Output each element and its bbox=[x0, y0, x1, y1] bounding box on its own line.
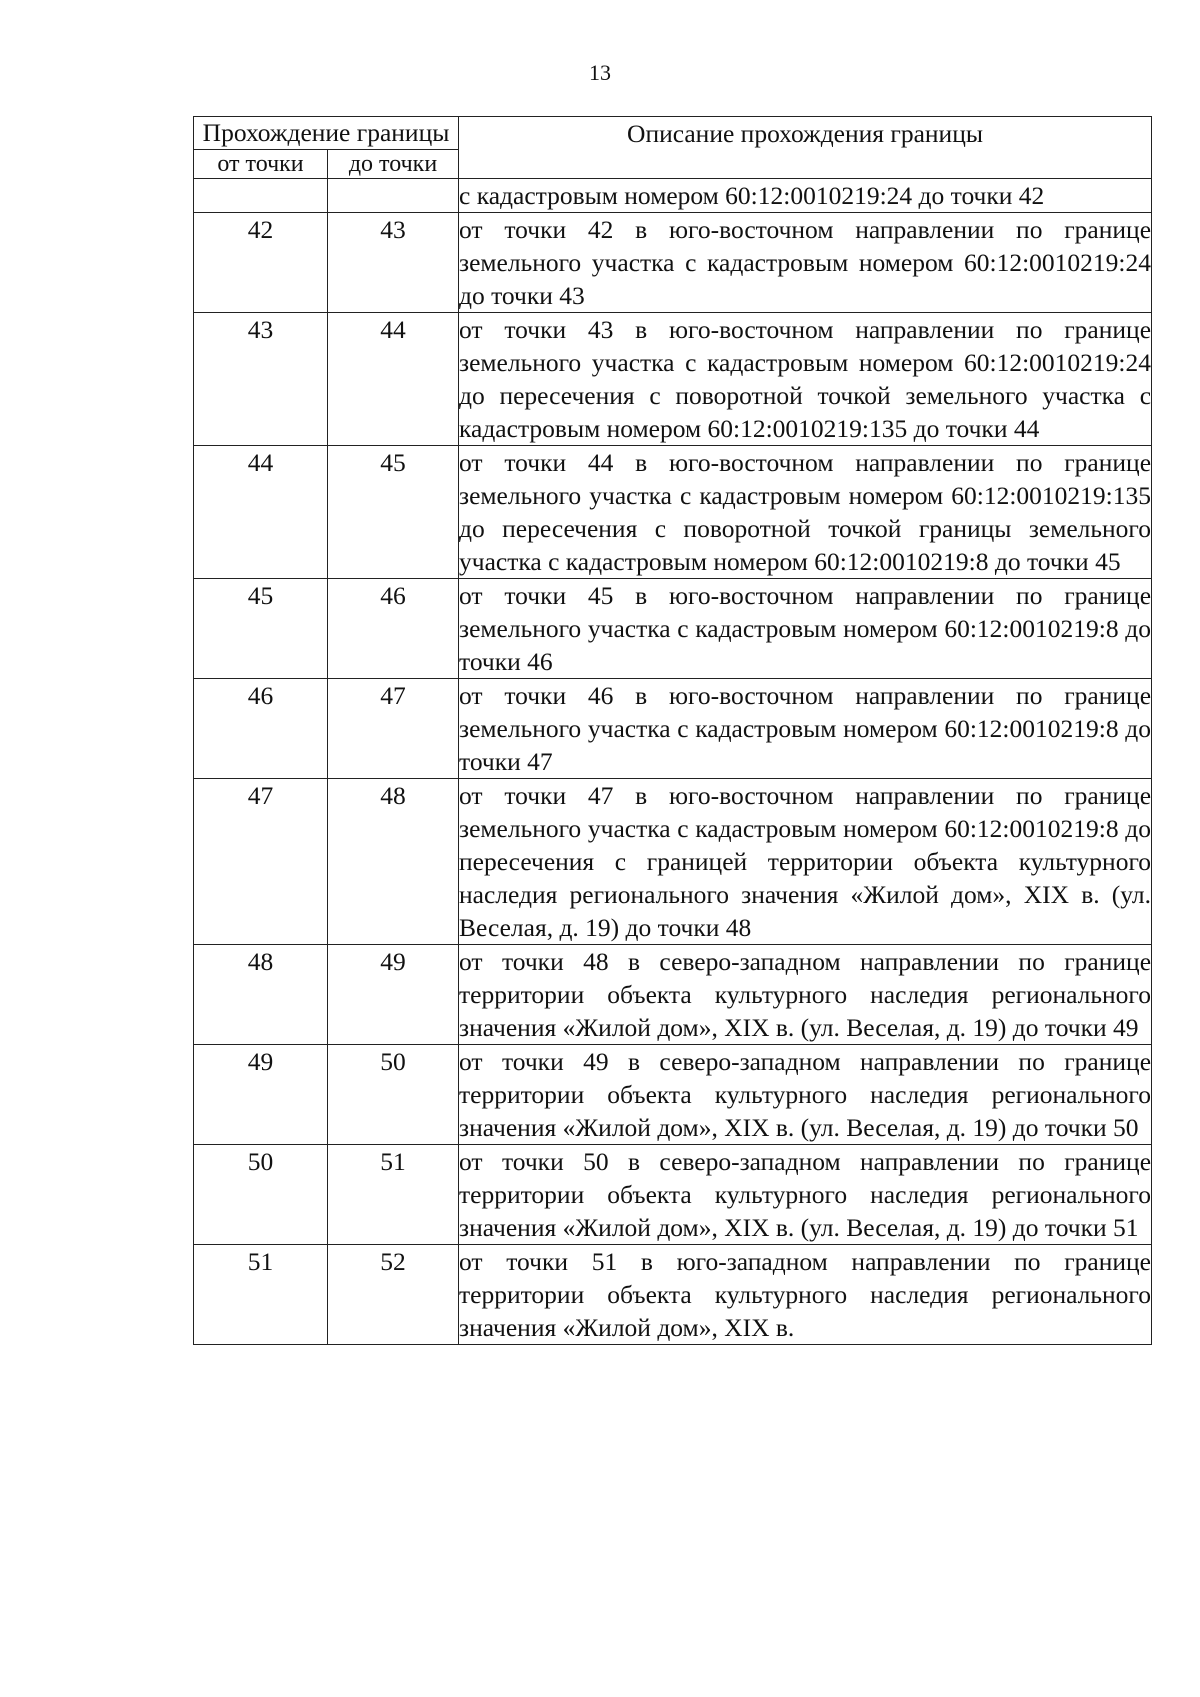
header-from-point: от точки bbox=[194, 150, 328, 179]
description-cell: от точки 44 в юго-восточном направлении по границе земельного участка с кадастровым номером 60:12:0010219:135 до пересечения с поворотной точкой границы земельного участка с кадастровым номером 60:12:0010219:8 до точки 45 bbox=[459, 446, 1152, 579]
table-row bbox=[194, 1145, 1152, 1245]
from-point-cell: 49 bbox=[194, 1045, 328, 1145]
description-cell: от точки 43 в юго-восточном направлении по границе земельного участка с кадастровым номером 60:12:0010219:24 до пересечения с поворотной точкой земельного участка с кадастровым номером 60:12:0010219:135 до точки 44 bbox=[459, 313, 1152, 446]
header-boundary-passage: Прохождение границы bbox=[194, 117, 459, 150]
description-cell: от точки 47 в юго-восточном направлении по границе земельного участка с кадастровым номером 60:12:0010219:8 до пересечения с границей территории объекта культурного наследия регионального значения «Жилой дом», XIX в. (ул. Веселая, д. 19) до точки 48 bbox=[459, 779, 1152, 945]
description-cell: от точки 48 в северо-западном направлении по границе территории объекта культурного наследия регионального значения «Жилой дом», XIX в. (ул. Веселая, д. 19) до точки 49 bbox=[459, 945, 1152, 1045]
description-cell: от точки 46 в юго-восточном направлении по границе земельного участка с кадастровым номером 60:12:0010219:8 до точки 47 bbox=[459, 679, 1152, 779]
description-cell: от точки 51 в юго-западном направлении по границе территории объекта культурного наследия регионального значения «Жилой дом», XIX в. bbox=[459, 1245, 1152, 1345]
table-header bbox=[194, 117, 1152, 179]
description-cell: с кадастровым номером 60:12:0010219:24 до точки 42 bbox=[459, 179, 1152, 213]
from-point-cell bbox=[194, 179, 328, 213]
table-body bbox=[194, 179, 1152, 1345]
page-number: 13 bbox=[589, 60, 611, 85]
from-point-cell: 48 bbox=[194, 945, 328, 1045]
to-point-cell: 46 bbox=[328, 579, 459, 679]
boundary-table bbox=[193, 116, 1152, 1345]
to-point-cell: 52 bbox=[328, 1245, 459, 1345]
description-cell: от точки 49 в северо-западном направлении по границе территории объекта культурного наследия регионального значения «Жилой дом», XIX в. (ул. Веселая, д. 19) до точки 50 bbox=[459, 1045, 1152, 1145]
from-point-cell: 43 bbox=[194, 313, 328, 446]
description-cell: от точки 42 в юго-восточном направлении по границе земельного участка с кадастровым номером 60:12:0010219:24 до точки 43 bbox=[459, 213, 1152, 313]
table-row bbox=[194, 779, 1152, 945]
from-point-cell: 50 bbox=[194, 1145, 328, 1245]
table-row bbox=[194, 179, 1152, 213]
from-point-cell: 44 bbox=[194, 446, 328, 579]
from-point-cell: 51 bbox=[194, 1245, 328, 1345]
from-point-cell: 45 bbox=[194, 579, 328, 679]
header-description: Описание прохождения границы bbox=[459, 117, 1152, 179]
from-point-cell: 42 bbox=[194, 213, 328, 313]
table-row bbox=[194, 446, 1152, 579]
to-point-cell: 44 bbox=[328, 313, 459, 446]
to-point-cell: 45 bbox=[328, 446, 459, 579]
to-point-cell: 43 bbox=[328, 213, 459, 313]
table-row bbox=[194, 313, 1152, 446]
to-point-cell bbox=[328, 179, 459, 213]
header-to-point: до точки bbox=[328, 150, 459, 179]
from-point-cell: 46 bbox=[194, 679, 328, 779]
to-point-cell: 48 bbox=[328, 779, 459, 945]
table-row bbox=[194, 1045, 1152, 1145]
table-row bbox=[194, 945, 1152, 1045]
to-point-cell: 47 bbox=[328, 679, 459, 779]
description-cell: от точки 50 в северо-западном направлении по границе территории объекта культурного наследия регионального значения «Жилой дом», XIX в. (ул. Веселая, д. 19) до точки 51 bbox=[459, 1145, 1152, 1245]
table-row bbox=[194, 579, 1152, 679]
to-point-cell: 49 bbox=[328, 945, 459, 1045]
table-row bbox=[194, 213, 1152, 313]
to-point-cell: 50 bbox=[328, 1045, 459, 1145]
table-row bbox=[194, 1245, 1152, 1345]
table-row bbox=[194, 679, 1152, 779]
to-point-cell: 51 bbox=[328, 1145, 459, 1245]
from-point-cell: 47 bbox=[194, 779, 328, 945]
description-cell: от точки 45 в юго-восточном направлении по границе земельного участка с кадастровым номером 60:12:0010219:8 до точки 46 bbox=[459, 579, 1152, 679]
